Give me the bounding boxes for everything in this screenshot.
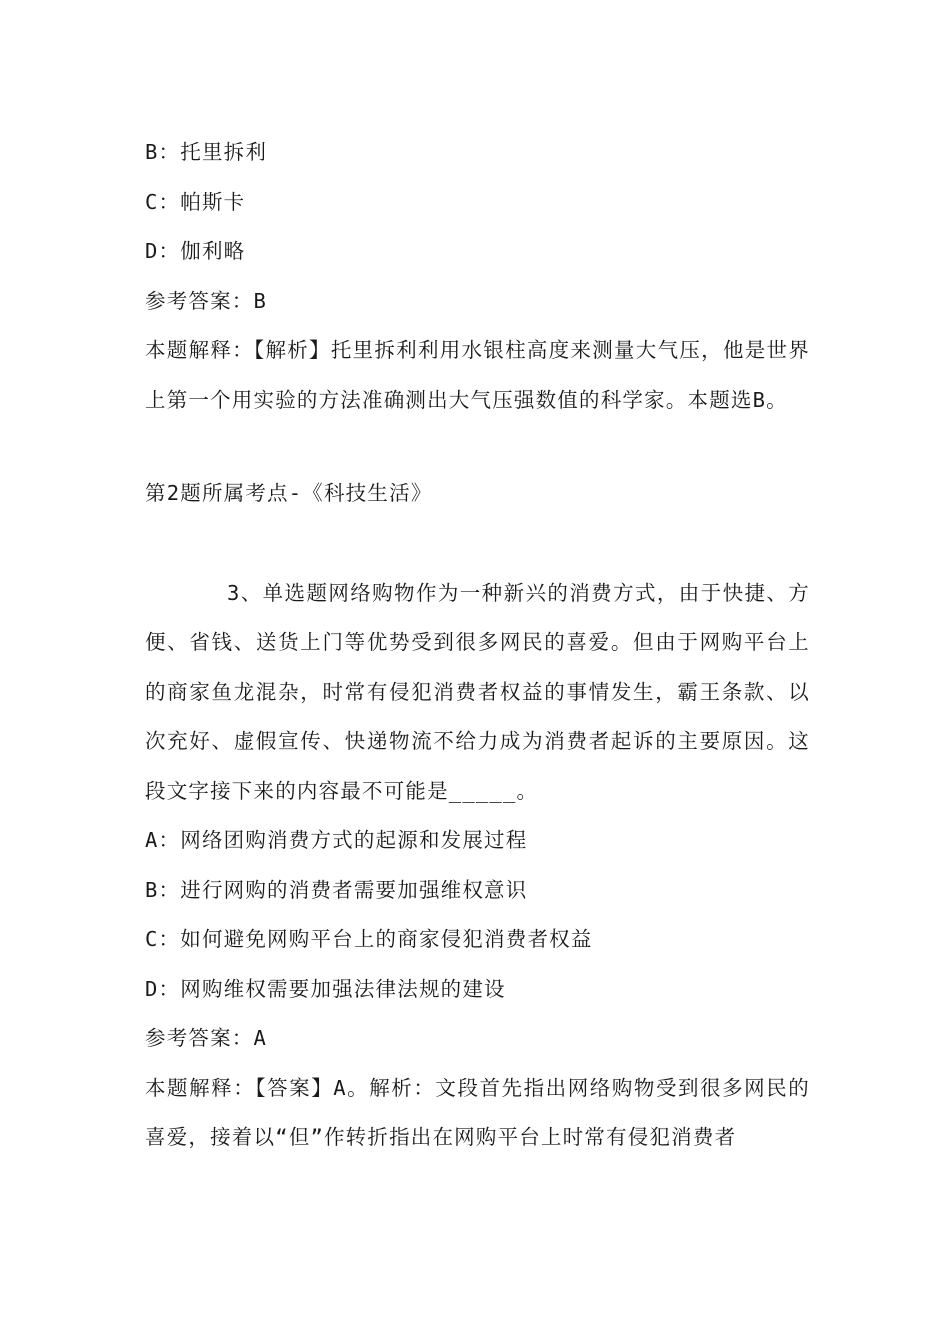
q3-option-b: B：进行网购的消费者需要加强维权意识: [145, 877, 528, 902]
q1-option-c: C：帕斯卡: [145, 189, 246, 214]
q3-explanation: 本题解释：【答案】A。解析：文段首先指出网络购物受到很多网民的喜爱，接着以“但”作转折指出在网购平台上时常有侵犯消费者: [145, 1075, 810, 1149]
spacer: [145, 519, 810, 569]
q1-answer: 参考答案：B: [145, 288, 268, 313]
document-body: [145, 128, 810, 1163]
q1-option-b: B：托里拆利: [145, 140, 268, 164]
q1-explanation: 本题解释：【解析】托里拆利利用水银柱高度来测量大气压，他是世界上第一个用实验的方法准确测出大气压强数值的科学家。本题选B。: [145, 338, 810, 412]
q2-topic: 第2题所属考点-《科技生活》: [145, 481, 433, 505]
q3-option-c: C：如何避免网购平台上的商家侵犯消费者权益: [145, 927, 593, 951]
q3-stem: 3、单选题网络购物作为一种新兴的消费方式，由于快捷、方便、省钱、送货上门等优势受到很多网民的喜爱。但由于网购平台上的商家鱼龙混杂，时常有侵犯消费者权益的事情发生，霸王条款、以次充好、虚假宣传、快递物流不给力成为消费者起诉的主要原因。这段文字接下来的内容最不可能是_____。: [145, 580, 810, 803]
spacer: [145, 425, 810, 469]
q3-answer: 参考答案：A: [145, 1026, 268, 1050]
q3-option-d: D：网购维权需要加强法律法规的建设: [145, 976, 506, 1001]
q3-option-a: A：网络团购消费方式的起源和发展过程: [145, 828, 528, 852]
q1-option-d: D：伽利略: [145, 239, 246, 263]
